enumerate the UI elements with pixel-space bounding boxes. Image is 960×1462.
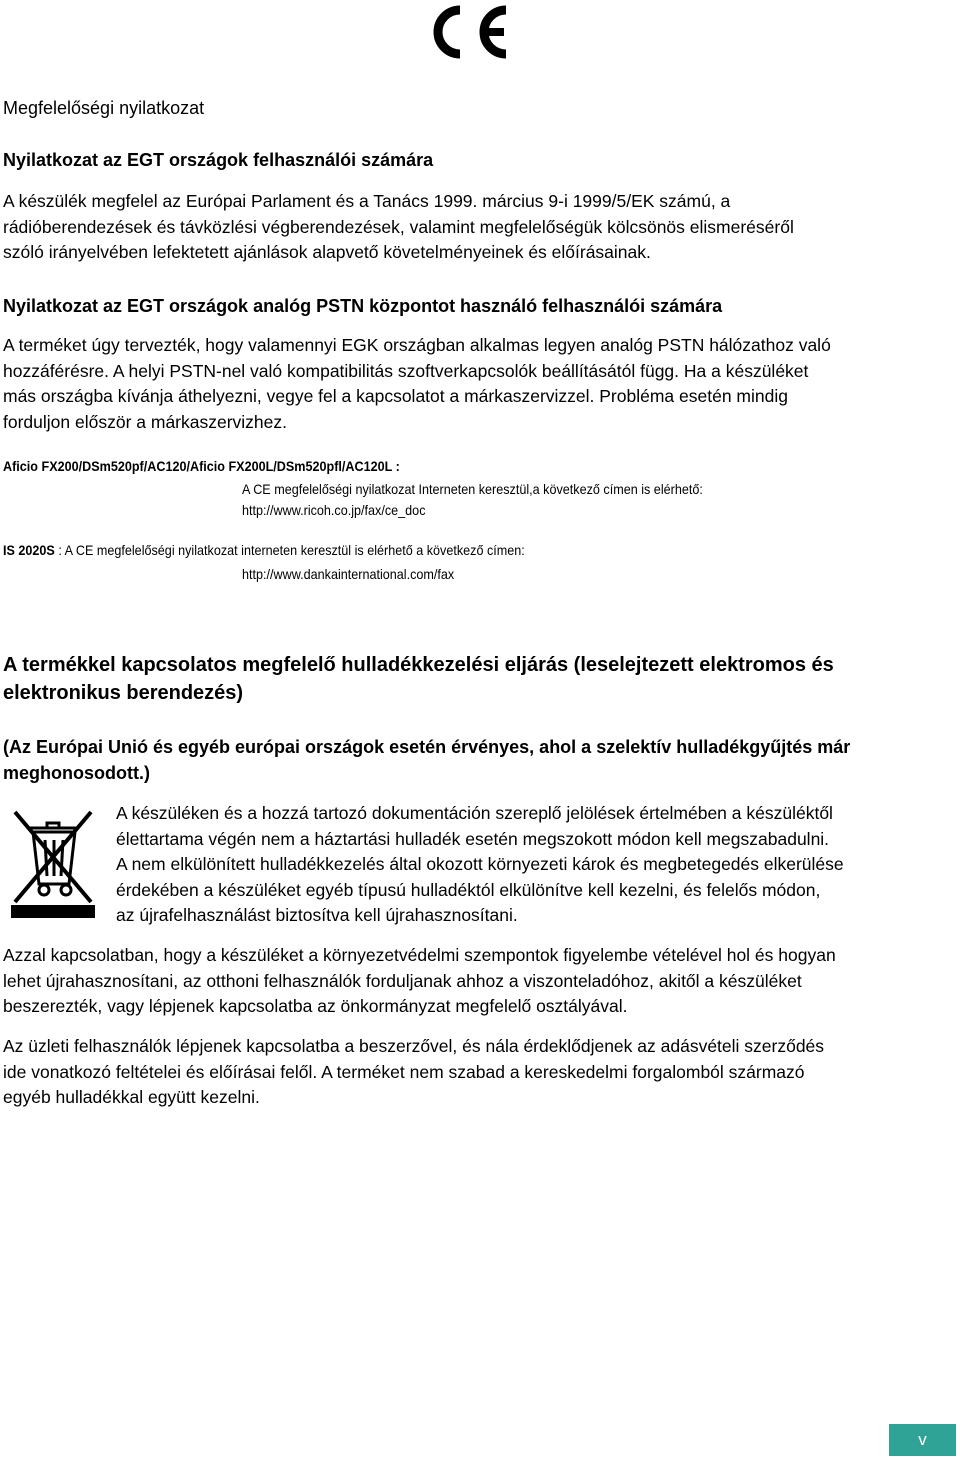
- business-users-paragraph: [3, 1034, 824, 1111]
- weee-heading-line: A termékkel kapcsolatos megfelelő hulladékkezelési eljárás (leselejtezett elektromos és: [3, 654, 834, 676]
- is-text: : A CE megfelelőségi nyilatkozat interneten keresztül is elérhető a következő címen:: [54, 542, 525, 558]
- weee-heading-line: elektronikus berendezés): [3, 682, 244, 704]
- pstn-line: hozzáférésre. A helyi PSTN-nel való kompatibilitás szoftverkapcsolók beállításától függ. Ha a készüléket: [3, 360, 809, 381]
- weee-line: érdekében a készüléket egyéb típusú hulladéktól elkülönítve kell kezelni, és felelős módon,: [116, 879, 821, 900]
- is-line: [3, 540, 525, 560]
- egt-heading: Nyilatkozat az EGT országok felhasználói számára: [3, 150, 434, 170]
- egt-line: A készülék megfelel az Európai Parlament és a Tanács 1999. március 9-i 1999/5/EK számú, a: [3, 191, 731, 211]
- crossed-out-wheelie-bin-icon: [11, 806, 95, 918]
- business-line: egyéb hulladékkal együtt kezelni.: [3, 1087, 260, 1107]
- home-line: Azzal kapcsolatban, hogy a készüléket a környezetvédelmi szempontok figyelembe vételével hol és hogyan: [3, 945, 836, 965]
- weee-line: A nem elkülönített hulladékkezelés által okozott környezeti károk és megbetegedés elkerülése: [116, 854, 844, 874]
- aficio-url[interactable]: http://www.ricoh.co.jp/fax/ce_doc: [242, 502, 426, 518]
- weee-heading: [3, 651, 834, 707]
- is-url[interactable]: http://www.dankainternational.com/fax: [242, 566, 455, 582]
- pstn-line: A terméket úgy tervezték, hogy valamennyi EGK országban alkalmas legyen analóg PSTN hálózathoz való: [3, 335, 831, 355]
- page-number-badge: v: [889, 1424, 956, 1456]
- pstn-line: forduljon először a márkaszervizhez.: [3, 411, 288, 432]
- weee-line: az újrafelhasználást biztosítva kell újrahasznosítani.: [116, 905, 518, 925]
- pstn-line: más országba kívánja áthelyezni, vegye fel a kapcsolatot a márkaszervizzel. Probléma esetén mindig: [3, 386, 788, 406]
- aficio-model: Aficio FX200/DSm520pf/AC120/Aficio FX200L/DSm520pfl/AC120L :: [3, 458, 400, 474]
- weee-paragraph: [116, 801, 844, 929]
- home-line: beszerezték, vagy lépjenek kapcsolatba az önkormányzat megfelelő osztályával.: [3, 996, 628, 1016]
- page-title: Megfelelőségi nyilatkozat: [3, 98, 205, 118]
- is-model: IS 2020S: [3, 542, 55, 558]
- egt-line: szóló irányelvében lefektetett ajánlások alapvető követelményeinek és előírásainak.: [3, 242, 651, 262]
- aficio-text: A CE megfelelőségi nyilatkozat Interneten keresztül,a következő címen is elérhető:: [242, 481, 703, 497]
- eu-heading-line: (Az Európai Unió és egyéb európai országok esetén érvényes, ahol a szelektív hulladékgyűjtés már: [3, 737, 851, 757]
- eu-heading: [3, 734, 850, 786]
- weee-line: élettartama végén nem a háztartási hulladék esetén megszokott módon kell megszabadulni.: [116, 828, 830, 849]
- pstn-paragraph: [3, 333, 831, 435]
- home-line: lehet újrahasznosítani, az otthoni felhasználók forduljanak ahhoz a viszonteladóhoz, akitől a készüléket: [3, 970, 802, 991]
- business-line: ide vonatkozó feltételei és előírásai felől. A terméket nem szabad a kereskedelmi forgalomból származó: [3, 1061, 805, 1082]
- weee-line: A készüléken és a hozzá tartozó dokumentáción szereplő jelölések értelmében a készüléktől: [116, 803, 833, 823]
- business-line: Az üzleti felhasználók lépjenek kapcsolatba a beszerzővel, és nála érdeklődjenek az adásvételi szerződés: [3, 1036, 825, 1056]
- pstn-heading: Nyilatkozat az EGT országok analóg PSTN központot használó felhasználói számára: [3, 296, 723, 316]
- eu-heading-line: meghonosodott.): [3, 763, 150, 783]
- egt-line: rádióberendezések és távközlési végberendezések, valamint megfelelőségük kölcsönös elismeréséről: [3, 216, 794, 237]
- home-users-paragraph: [3, 943, 836, 1020]
- ce-mark-icon: [428, 2, 512, 62]
- egt-paragraph: [3, 189, 794, 266]
